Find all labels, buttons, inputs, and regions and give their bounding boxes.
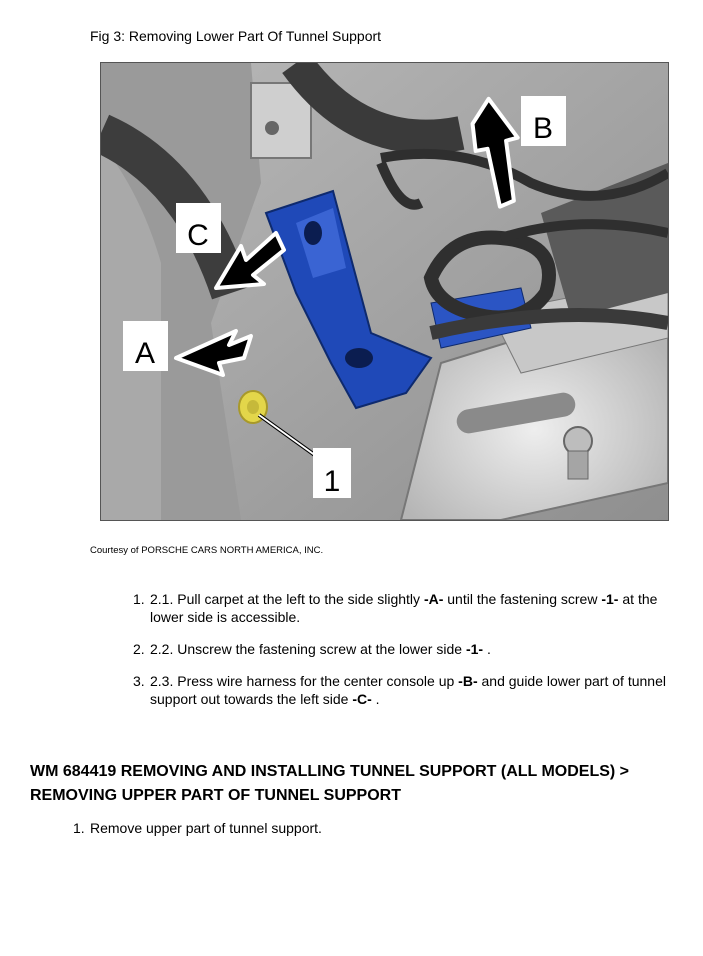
list-item bbox=[133, 672, 675, 708]
step-text: Remove upper part of tunnel support. bbox=[90, 820, 322, 836]
figure-caption: Fig 3: Removing Lower Part Of Tunnel Support bbox=[90, 28, 382, 44]
list-item bbox=[73, 820, 322, 836]
section-steps bbox=[73, 820, 322, 836]
list-item bbox=[133, 640, 675, 658]
step-text: at the lower side is accessible. bbox=[150, 591, 658, 625]
image-courtesy: Courtesy of PORSCHE CARS NORTH AMERICA, INC. bbox=[90, 545, 324, 556]
figure-illustration bbox=[100, 62, 669, 521]
ref-1: -1- bbox=[601, 591, 619, 607]
step-number: 1. bbox=[73, 820, 85, 836]
step-number: 2. bbox=[133, 641, 145, 657]
step-text: until the fastening screw bbox=[443, 591, 602, 607]
callout-b-label: B bbox=[532, 112, 554, 145]
callout-c-label: C bbox=[187, 219, 209, 252]
callout-1-label: 1 bbox=[323, 465, 341, 498]
step-text: 2.1. Pull carpet at the left to the side slightly bbox=[150, 591, 424, 607]
ref-b: -B- bbox=[458, 673, 478, 689]
section-heading-line: REMOVING UPPER PART OF TUNNEL SUPPORT bbox=[30, 787, 401, 804]
callout-c bbox=[176, 203, 221, 253]
step-number: 3. bbox=[133, 673, 145, 689]
step-text: 2.3. Press wire harness for the center console up bbox=[150, 673, 459, 689]
callout-b bbox=[521, 96, 566, 146]
step-number: 1. bbox=[133, 591, 145, 607]
step-text: 2.2. Unscrew the fastening screw at the lower side bbox=[150, 641, 466, 657]
callout-a-label: A bbox=[134, 337, 156, 370]
ref-a: -A- bbox=[423, 591, 444, 607]
section-heading bbox=[30, 760, 670, 808]
ref-1: -1- bbox=[465, 641, 484, 657]
step-text: and guide lower part of tunnel support out towards the left side bbox=[150, 673, 666, 707]
callout-1 bbox=[313, 448, 351, 498]
ref-c: -C- bbox=[352, 691, 372, 707]
tunnel-support-illustration bbox=[101, 63, 668, 520]
procedure-steps bbox=[133, 590, 675, 722]
section-heading-line: WM 684419 REMOVING AND INSTALLING TUNNEL SUPPORT (ALL MODELS) > bbox=[30, 763, 630, 780]
list-item bbox=[133, 590, 675, 626]
step-text: . bbox=[483, 641, 491, 657]
step-text: . bbox=[371, 691, 380, 707]
callout-a bbox=[123, 321, 168, 371]
